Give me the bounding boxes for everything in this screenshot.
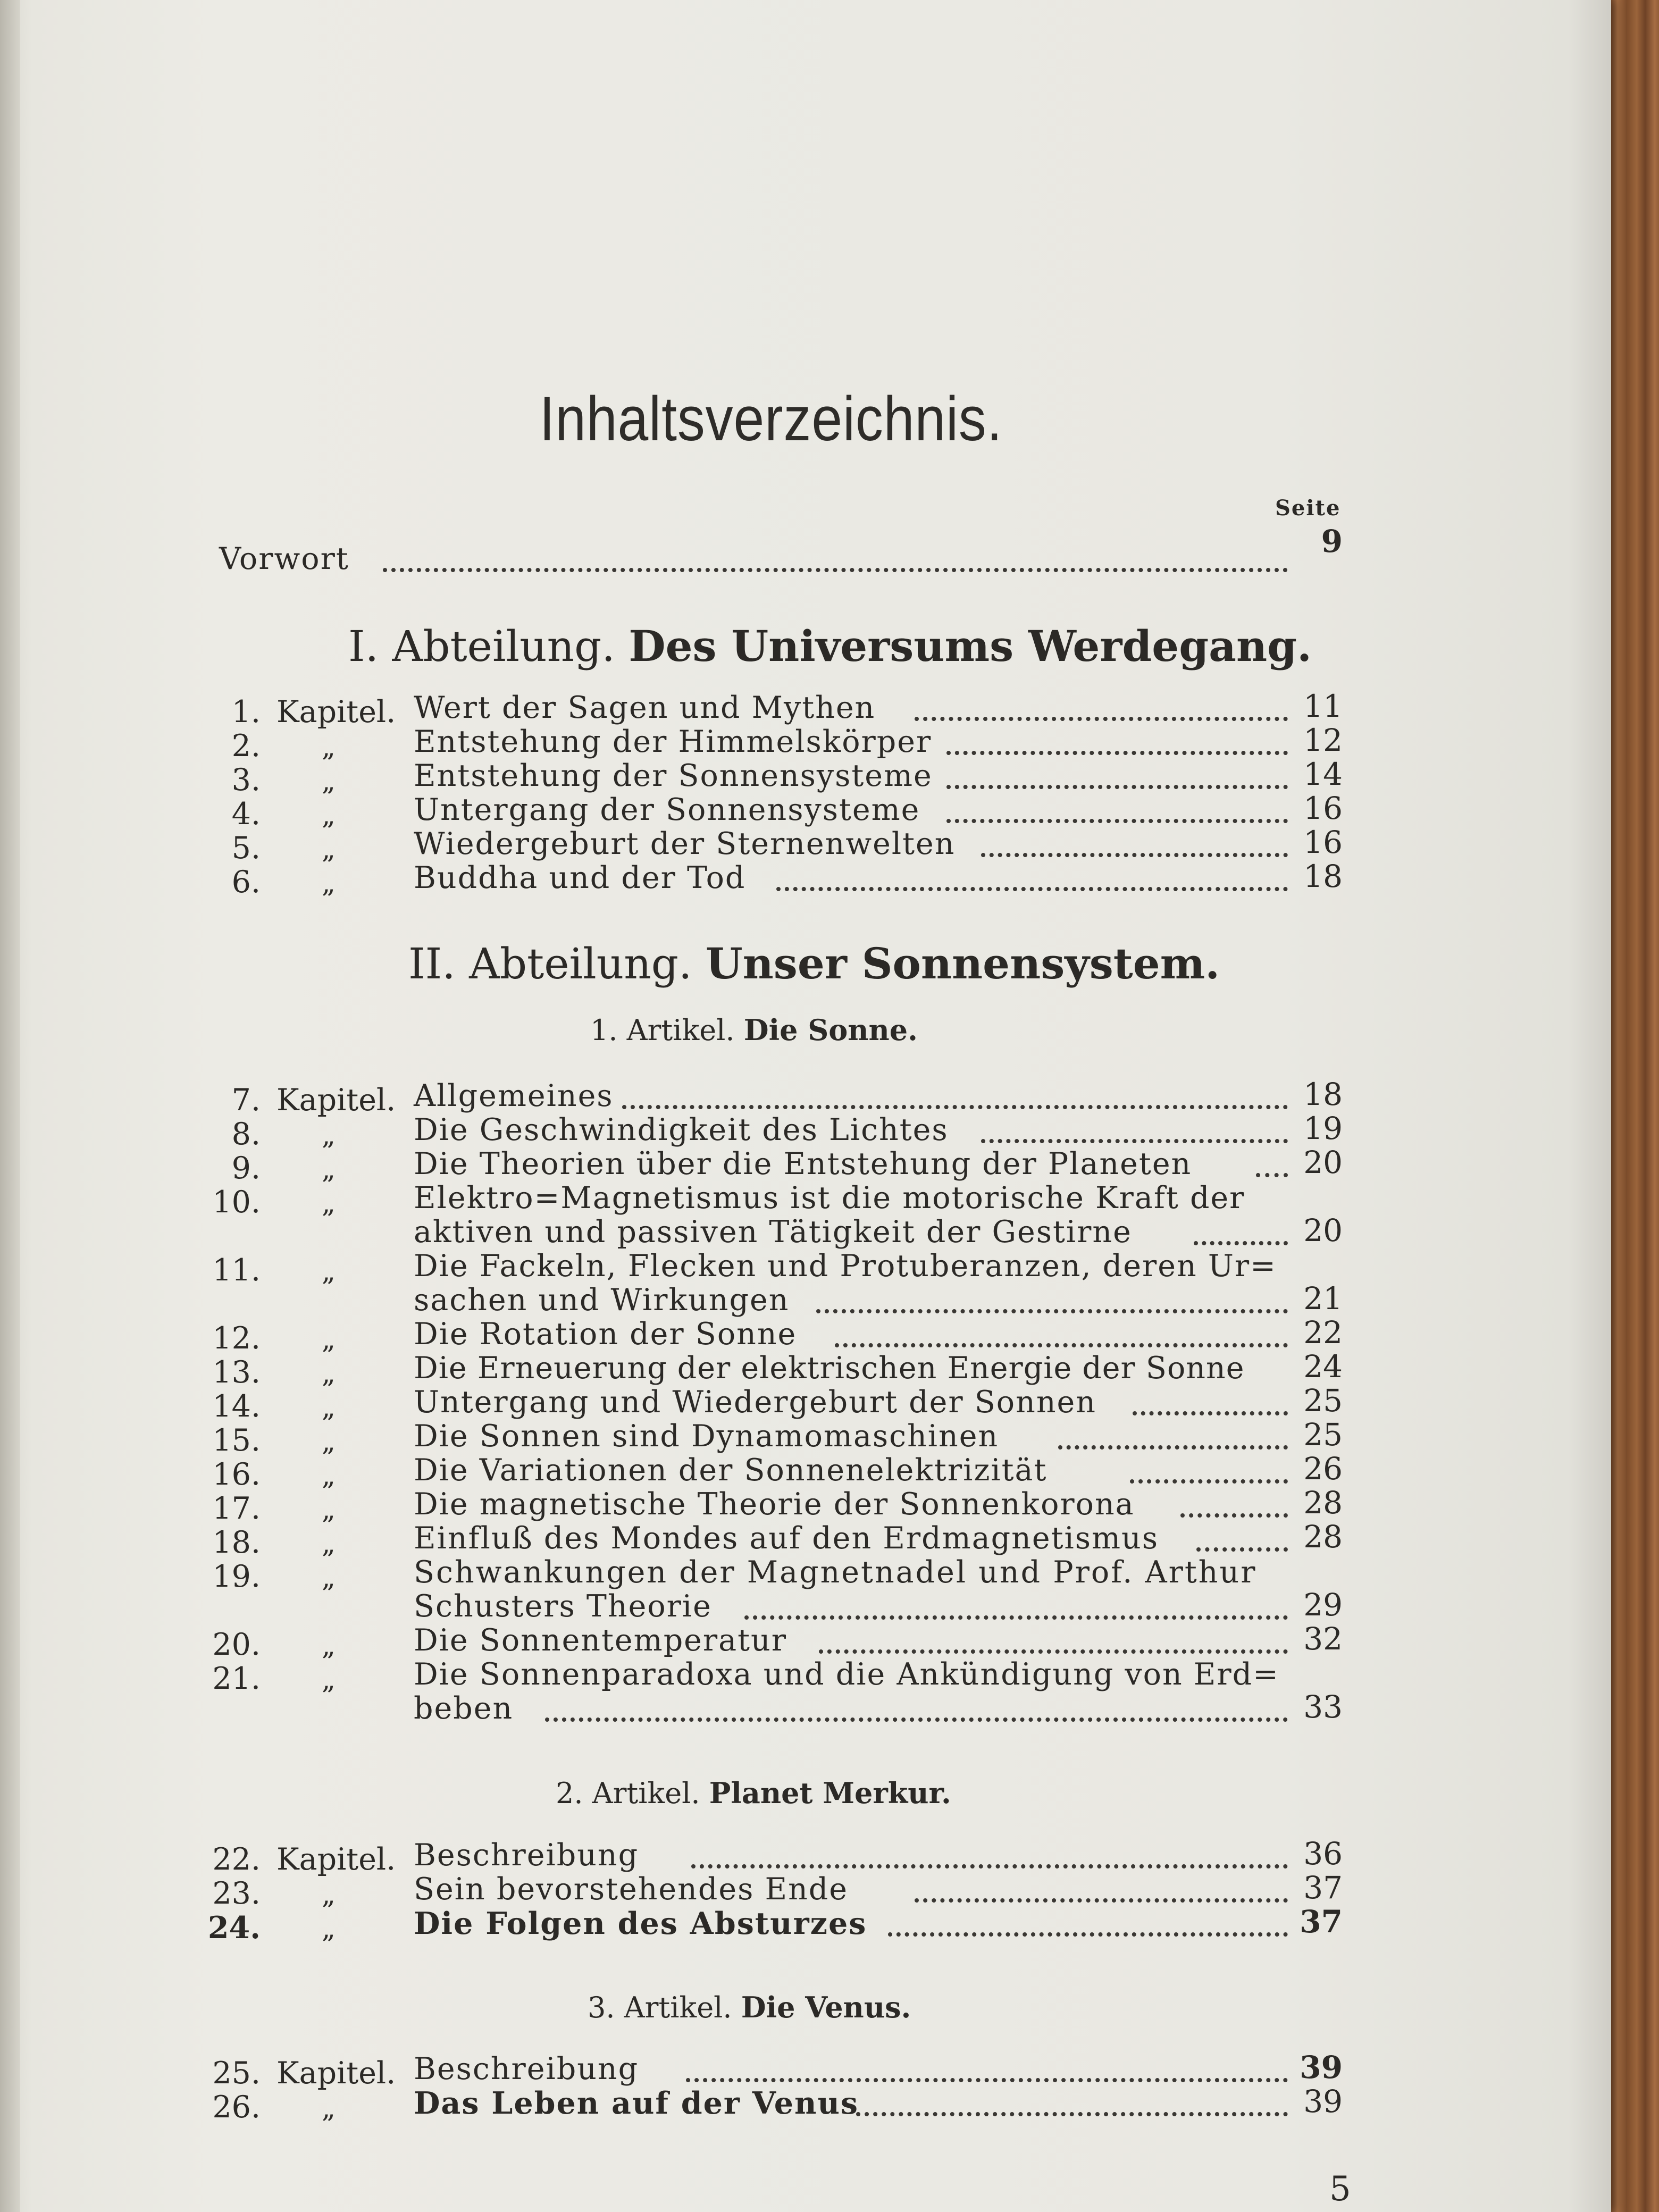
entry-title: Wiedergeburt der Sternenwelten	[414, 826, 956, 861]
toc-entry	[0, 1348, 1351, 1390]
dot-leader	[888, 1932, 1288, 1937]
chapter-number: 25.	[212, 2056, 261, 2091]
entry-title-continued: Schusters Theorie	[414, 1589, 712, 1624]
ditto-mark: „	[322, 1358, 336, 1389]
dot-leader	[981, 1139, 1288, 1143]
entry-title: Die Variationen der Sonnenelektrizität	[414, 1453, 1048, 1488]
ditto-mark: „	[322, 1120, 336, 1151]
article-heading-3	[588, 1990, 911, 2024]
entry-page: 12	[1303, 722, 1343, 758]
entry-page: 37	[1303, 1870, 1343, 1906]
entry-page: 28	[1303, 1485, 1343, 1521]
entry-page: 20	[1303, 1144, 1343, 1180]
entry-title-continued: beben	[414, 1691, 514, 1726]
article-heading-1	[590, 1013, 918, 1047]
toc-entry	[0, 1621, 1351, 1662]
ditto-mark: „	[322, 1426, 336, 1457]
toc-entry	[0, 1110, 1351, 1152]
chapter-number: 6.	[231, 865, 261, 900]
dot-leader	[856, 2112, 1288, 2116]
chapter-number: 23.	[212, 1876, 261, 1911]
chapter-number: 1.	[231, 694, 261, 730]
ditto-mark: „	[322, 1154, 336, 1185]
dot-leader	[744, 1615, 1288, 1620]
chapter-number: 7.	[231, 1083, 261, 1118]
page-title: Inhaltsverzeichnis.	[539, 384, 1003, 454]
entry-title-continued: sachen und Wirkungen	[414, 1283, 790, 1318]
chapter-number: 24.	[207, 1910, 261, 1946]
article-prefix: 2. Artikel.	[556, 1777, 700, 1810]
ditto-mark: „	[322, 868, 336, 899]
article-name: Die Venus.	[741, 1990, 911, 2024]
dot-leader	[691, 1864, 1288, 1869]
chapter-number: 5.	[231, 831, 261, 866]
chapter-number: 17.	[212, 1491, 261, 1526]
entry-title: Beschreibung	[414, 1838, 639, 1873]
toc-entry	[0, 1870, 1351, 1911]
chapter-label: Kapitel.	[276, 1842, 396, 1877]
entry-page: 22	[1303, 1314, 1343, 1351]
section-heading-1	[348, 621, 1312, 671]
ditto-mark: „	[322, 2093, 336, 2124]
entry-title: Buddha und der Tod	[414, 860, 746, 895]
entry-title: Beschreibung	[414, 2051, 639, 2087]
toc-entry-preface	[0, 523, 1351, 576]
entry-title: Elektro=Magnetismus ist die motorische Kraft der	[414, 1180, 1245, 1216]
toc-entry	[0, 1382, 1351, 1424]
entry-page: 19	[1303, 1110, 1343, 1146]
entry-title: Die Sonnen sind Dynamomaschinen	[414, 1419, 999, 1454]
toc-entry	[0, 1076, 1351, 1118]
dot-leader	[946, 785, 1288, 789]
toc-entry	[0, 722, 1351, 764]
ditto-mark: „	[322, 1913, 336, 1944]
dot-leader	[1256, 1173, 1288, 1177]
toc-entry	[0, 1180, 1351, 1220]
dot-leader	[946, 819, 1288, 823]
entry-title: Wert der Sagen und Mythen	[414, 690, 876, 725]
chapter-number: 11.	[212, 1253, 261, 1288]
chapter-number: 20.	[212, 1627, 261, 1662]
entry-title: Einfluß des Mondes auf den Erdmagnetismus	[414, 1521, 1159, 1556]
chapter-number: 22.	[212, 1842, 261, 1877]
entry-title: Untergang der Sonnensysteme	[414, 792, 920, 827]
entry-title: Vorwort	[219, 541, 349, 576]
ditto-mark: „	[322, 1392, 336, 1423]
article-name: Die Sonne.	[743, 1013, 918, 1047]
ditto-mark: „	[322, 834, 336, 865]
toc-entry	[0, 1451, 1351, 1492]
section-name: Unser Sonnensystem.	[705, 939, 1220, 988]
entry-title: Die Folgen des Absturzes	[414, 1906, 867, 1941]
page-column-label: Seite	[1275, 496, 1341, 521]
dot-leader	[1196, 1547, 1288, 1552]
toc-entry	[0, 1314, 1351, 1356]
section-prefix: I. Abteilung.	[348, 622, 615, 671]
entry-title: Die Geschwindigkeit des Lichtes	[414, 1112, 949, 1147]
chapter-label: Kapitel.	[276, 694, 396, 730]
chapter-number: 2.	[231, 728, 261, 764]
dot-leader	[622, 1105, 1288, 1109]
entry-page: 28	[1303, 1519, 1343, 1555]
entry-page: 9	[1321, 523, 1343, 559]
chapter-number: 26.	[212, 2090, 261, 2125]
ditto-mark: „	[322, 1460, 336, 1491]
article-heading-2	[556, 1776, 951, 1810]
chapter-number: 12.	[212, 1321, 261, 1356]
entry-page: 18	[1303, 858, 1343, 894]
entry-title: Das Leben auf der Venus	[414, 2085, 859, 2121]
toc-entry	[0, 1249, 1351, 1288]
entry-page: 16	[1303, 790, 1343, 826]
entry-page: 37	[1300, 1904, 1343, 1940]
dot-leader	[915, 1898, 1288, 1903]
page-number: 5	[1329, 2169, 1351, 2209]
ditto-mark: „	[322, 1879, 336, 1910]
entry-title: Entstehung der Sonnensysteme	[414, 758, 933, 793]
entry-title: Allgemeines	[414, 1078, 614, 1113]
entry-title: Untergang und Wiedergeburt der Sonnen	[414, 1385, 1096, 1420]
toc-entry	[0, 1904, 1351, 1946]
entry-page: 16	[1303, 824, 1343, 860]
toc-entry-continuation	[0, 1280, 1351, 1318]
entry-title: Die Sonnenparadoxa und die Ankündigung von Erd=	[414, 1657, 1279, 1692]
toc-entry	[0, 2049, 1351, 2091]
ditto-mark: „	[322, 1324, 336, 1355]
dot-leader	[686, 2078, 1288, 2082]
toc-entry	[0, 1836, 1351, 1877]
entry-page: 25	[1303, 1382, 1343, 1419]
dot-leader	[819, 1649, 1288, 1654]
article-prefix: 1. Artikel.	[590, 1013, 735, 1047]
chapter-number: 9.	[231, 1151, 261, 1186]
entry-page: 39	[1303, 2083, 1343, 2119]
entry-page: 20	[1303, 1212, 1343, 1249]
ditto-mark: „	[322, 1562, 336, 1593]
toc-entry	[0, 824, 1351, 866]
dot-leader	[383, 568, 1288, 572]
chapter-number: 10.	[212, 1185, 261, 1220]
dot-leader	[816, 1309, 1288, 1313]
section-name: Des Universums Werdegang.	[629, 621, 1312, 671]
entry-title: Schwankungen der Magnetnadel und Prof. Arthur	[414, 1555, 1257, 1590]
ditto-mark: „	[322, 1664, 336, 1695]
toc-entry	[0, 1519, 1351, 1560]
toc-entry-continuation	[0, 1589, 1351, 1624]
article-prefix: 3. Artikel.	[588, 1991, 732, 2024]
chapter-number: 19.	[212, 1559, 261, 1594]
toc-entry	[0, 1555, 1351, 1594]
entry-page: 14	[1303, 756, 1343, 792]
dot-leader	[1180, 1513, 1288, 1518]
entry-title: Sein bevorstehendes Ende	[414, 1872, 848, 1907]
dot-leader	[946, 751, 1288, 755]
entry-page: 29	[1303, 1587, 1343, 1623]
entry-page: 33	[1303, 1689, 1343, 1725]
toc-entry	[0, 2083, 1351, 2125]
toc-entry	[0, 858, 1351, 900]
dot-leader	[1058, 1445, 1288, 1449]
entry-page: 11	[1303, 688, 1343, 724]
toc-entry-continuation	[0, 1691, 1351, 1726]
chapter-number: 8.	[231, 1117, 261, 1152]
ditto-mark: „	[322, 766, 336, 797]
entry-title: Die Fackeln, Flecken und Protuberanzen, deren Ur=	[414, 1249, 1277, 1284]
chapter-label: Kapitel.	[276, 2056, 396, 2091]
toc-entry	[0, 688, 1351, 730]
dot-leader	[776, 887, 1288, 891]
chapter-number: 4.	[231, 797, 261, 832]
ditto-mark: „	[322, 1188, 336, 1219]
toc-entry	[0, 790, 1351, 832]
ditto-mark: „	[322, 1528, 336, 1559]
entry-page: 39	[1300, 2049, 1343, 2085]
entry-page: 21	[1303, 1280, 1343, 1317]
entry-title-continued: aktiven und passiven Tätigkeit der Gestirne	[414, 1214, 1132, 1250]
dot-leader	[915, 717, 1288, 721]
chapter-number: 18.	[212, 1525, 261, 1560]
entry-title: Die Sonnentemperatur	[414, 1623, 787, 1658]
section-heading-2	[408, 939, 1220, 988]
ditto-mark: „	[322, 800, 336, 831]
ditto-mark: „	[322, 1630, 336, 1661]
entry-page: 32	[1303, 1621, 1343, 1657]
chapter-number: 16.	[212, 1457, 261, 1492]
chapter-number: 14.	[212, 1389, 261, 1424]
toc-entry	[0, 1485, 1351, 1526]
entry-page: 24	[1303, 1348, 1343, 1385]
ditto-mark: „	[322, 732, 336, 763]
chapter-label: Kapitel.	[276, 1083, 396, 1118]
entry-title: Die Theorien über die Entstehung der Planeten	[414, 1146, 1192, 1182]
dot-leader	[981, 853, 1288, 857]
dot-leader	[545, 1717, 1288, 1722]
toc-entry	[0, 756, 1351, 798]
article-name: Planet Merkur.	[709, 1776, 951, 1810]
dot-leader	[1130, 1479, 1288, 1484]
entry-title: Entstehung der Himmelskörper	[414, 724, 932, 759]
chapter-number: 21.	[212, 1661, 261, 1696]
entry-title: Die Erneuerung der elektrischen Energie der Sonne	[414, 1351, 1245, 1386]
ditto-mark: „	[322, 1256, 336, 1287]
chapter-number: 15.	[212, 1423, 261, 1458]
entry-title: Die magnetische Theorie der Sonnenkorona	[414, 1487, 1135, 1522]
chapter-number: 3.	[231, 763, 261, 798]
entry-page: 36	[1303, 1836, 1343, 1872]
entry-title: Die Rotation der Sonne	[414, 1317, 797, 1352]
toc-entry	[0, 1417, 1351, 1458]
ditto-mark: „	[322, 1494, 336, 1525]
dot-leader	[835, 1343, 1288, 1347]
entry-page: 25	[1303, 1417, 1343, 1453]
dot-leader	[1194, 1241, 1288, 1245]
chapter-number: 13.	[212, 1355, 261, 1390]
entry-page: 26	[1303, 1451, 1343, 1487]
toc-entry-continuation	[0, 1214, 1351, 1250]
dot-leader	[1133, 1411, 1288, 1415]
section-prefix: II. Abteilung.	[408, 939, 692, 988]
toc-entry	[0, 1144, 1351, 1186]
entry-page: 18	[1303, 1076, 1343, 1112]
toc-entry	[0, 1657, 1351, 1696]
